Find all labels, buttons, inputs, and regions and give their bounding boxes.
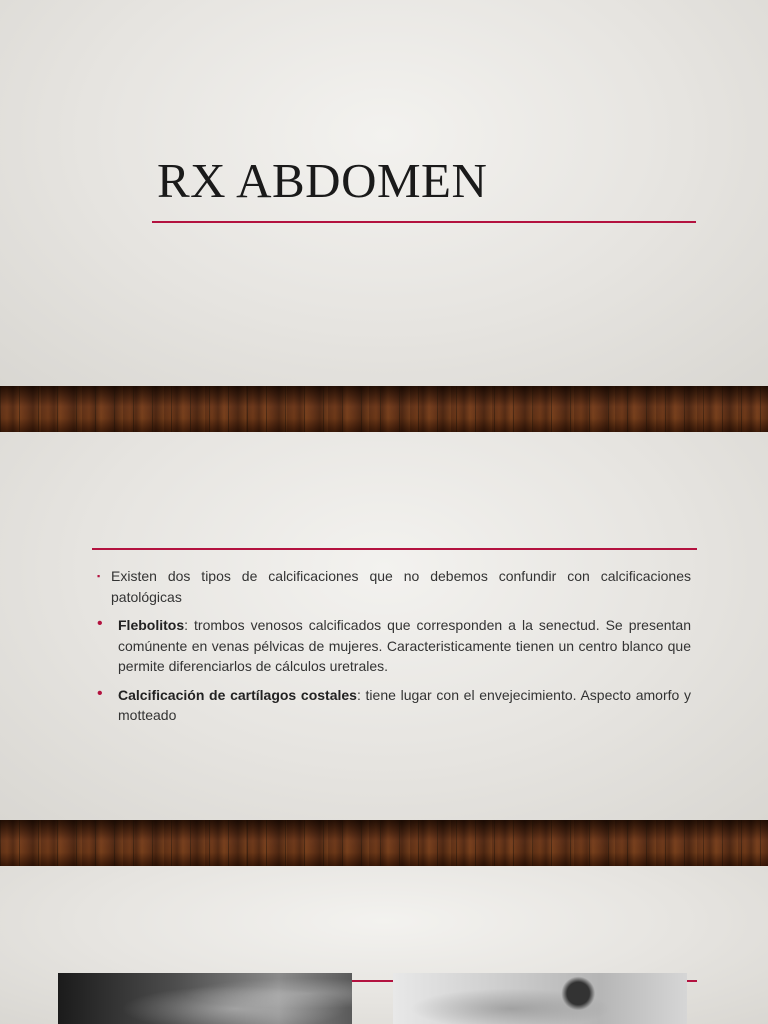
list-item [97,685,691,726]
list-item-text: Existen dos tipos de calcificaciones que no debemos confundir con calcificaciones patológicas [111,568,691,605]
image-rule [352,980,393,982]
list-item [97,615,691,677]
bullet-icon: ▪ [97,571,101,581]
slide-title [0,0,768,386]
wood-floor-divider [0,820,768,866]
title-underline [152,221,696,223]
image-rule [687,980,697,982]
list-item-term: Flebolitos [118,617,185,633]
wood-floor-divider [0,386,768,432]
bullet-icon: • [97,615,103,632]
slide-title-heading: RX ABDOMEN [157,153,488,208]
section-underline [92,548,697,550]
bullet-icon: • [97,684,103,702]
list-item-text: : trombos venosos calcificados que corresponden a la senectud. Se presentan comúnente en venas pélvicas de mujeres. Caracteristicamente tienen un centro blanco que permite diferenciarlos de cálculos uretrales. [118,617,691,674]
list-item [97,566,691,607]
xray-image-left [58,973,352,1024]
bullet-list [97,566,691,726]
xray-image-right [393,973,687,1024]
list-item-term: Calcificación de cartílagos costales [118,686,357,703]
list-item-text: : tiene lugar con el envejecimiento. Aspecto amorfo y motteado [118,686,691,723]
